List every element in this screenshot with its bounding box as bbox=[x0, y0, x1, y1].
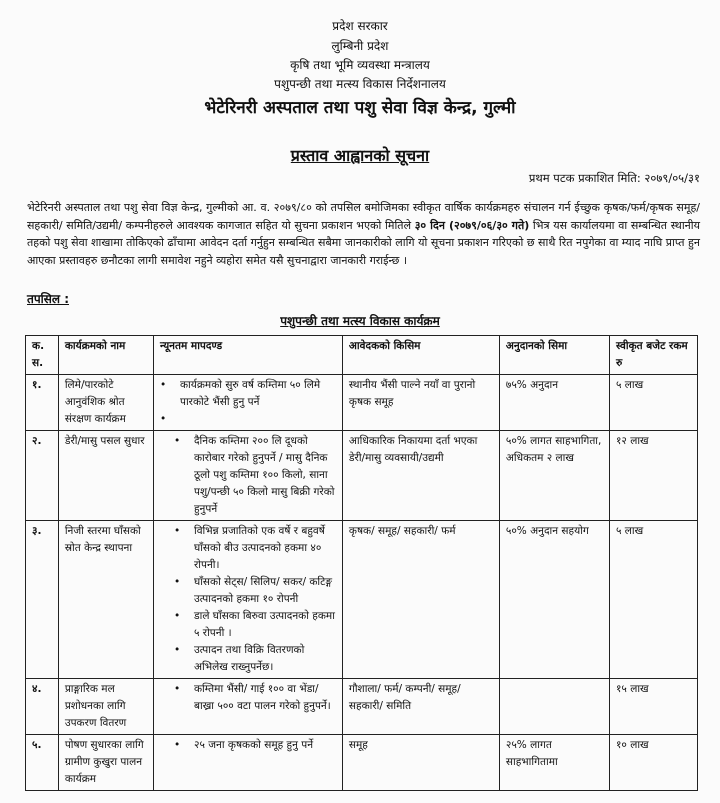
table-row bbox=[26, 521, 698, 679]
criteria-item: • उत्पादन तथा विक्रि वितरणको अभिलेख राख्नुपर्नेछ। bbox=[180, 642, 336, 676]
cell-applicant-type: आधिकारिक निकायमा दर्ता भएका डेरी/मासु व्यवसायी/उद्यमी bbox=[342, 431, 499, 521]
col-header-criteria: न्यूनतम मापदण्ड bbox=[153, 336, 342, 375]
cell-grant-limit: ५०% लागत साहभागिता, अधिकतम २ लाख bbox=[499, 431, 609, 521]
cell-program-name: प्राङ्गारिक मल प्रशोधनका लागि उपकरण वितरण bbox=[58, 679, 153, 735]
cell-grant-limit: ७५% अनुदान bbox=[499, 375, 609, 431]
cell-budget: १५ लाख bbox=[609, 679, 697, 735]
table-row bbox=[26, 679, 698, 735]
criteria-item: • कार्यक्रमको सुरु वर्ष कम्तिमा ५० लिमे पारकोटे भैंसी हुनु पर्ने bbox=[166, 377, 336, 411]
criteria-item: • कम्तिमा भैंसी/ गाई १०० वा भेंडा/ बाख्रा ५०० वटा पालन गरेको हुनुपर्ने। bbox=[180, 681, 336, 715]
notice-body-text-1: भेटेरिनरी अस्पताल तथा पशु सेवा विज्ञ केन्द्र, गुल्मीको आ. व. २०७९/८० को तपसिल बमोजिमका स्वीकृत वार्षिक कार्यक्रमहरु संचालन गर्न ईच्छुक कृषक/फर्म/कृषक समूह/ सहकारी/ समिति/उद्यमी/ कम्पनीहरुले आवश्यक कागजात सहित यो सुचना प्रकाशन भएको मितिले bbox=[27, 201, 700, 232]
header-ministry: कृषि तथा भूमि व्यवस्था मन्त्रालय bbox=[290, 58, 430, 72]
cell-budget: ५ लाख bbox=[609, 521, 697, 679]
cell-criteria bbox=[153, 521, 342, 679]
criteria-item: • २५ जना कृषकको समूह हुनु पर्ने bbox=[180, 737, 336, 754]
col-header-program-name: कार्यक्रमको नाम bbox=[58, 336, 153, 375]
notice-deadline: ३० दिन (२०७९/०६/३० गते) bbox=[414, 218, 530, 232]
cell-program-name: लिमे/पारकोटे आनुवंशिक श्रोत संरक्षण कार्यक्रम bbox=[58, 375, 153, 431]
section-title: पशुपन्छी तथा मत्स्य विकास कार्यक्रम bbox=[280, 314, 440, 328]
cell-criteria bbox=[153, 735, 342, 791]
table-row bbox=[26, 431, 698, 521]
cell-grant-limit: ५०% अनुदान सहयोग bbox=[499, 521, 609, 679]
notice-body-text-2: भित्र यस कार्यालयमा वा सम्बन्धित स्थानीय तहको पशु सेवा शाखामा तोकिएको ढाँचामा आवेदन दर्ता गर्नुहुन सम्बन्धित सबैमा जानकारीको लागि यो सूचना प्रकाशन गरिएको छ साथै रित नपुगेका वा म्याद नाघि प्राप्त हुन आएका प्रस्तावहरु छनौटका लागी समावेश नहुने व्यहोरा समेत यसै सुचनाद्वारा जानकारी गराईन्छ । bbox=[27, 218, 701, 267]
cell-budget: ५ लाख bbox=[609, 375, 697, 431]
criteria-item: • दैनिक कम्तिमा २०० लि दूधको कारोबार गरेको हुनुपर्ने / मासु दैनिक ठूलो पशु कम्तिमा १०० किलो, साना पशु/पन्छी ५० किलो मासु बिक्री गरेको हुनुपर्ने bbox=[180, 433, 336, 518]
cell-criteria bbox=[153, 375, 342, 431]
cell-criteria bbox=[153, 679, 342, 735]
cell-grant-limit bbox=[499, 679, 609, 735]
table-row bbox=[26, 735, 698, 791]
cell-applicant-type: कृषक/ समूह/ सहकारी/ फर्म bbox=[342, 521, 499, 679]
details-label: तपसिल : bbox=[27, 292, 69, 306]
col-header-sn: क. स. bbox=[26, 336, 59, 375]
col-header-applicant-type: आवेदकको किसिम bbox=[342, 336, 499, 375]
cell-sn: ३. bbox=[26, 521, 59, 679]
published-date: प्रथम पटक प्रकाशित मिति: २०७९/०५/३१ bbox=[528, 171, 700, 185]
cell-grant-limit: २५% लागत साहभागितामा bbox=[499, 735, 609, 791]
criteria-item: • विभिन्न प्रजातिको एक वर्षे र बहुवर्षे घाँसको बीउ उत्पादनको हकमा ४० रोपनी। bbox=[180, 523, 336, 574]
cell-program-name: निजी स्तरमा घाँसको स्रोत केन्द्र स्थापना bbox=[58, 521, 153, 679]
header-province: लुम्बिनी प्रदेश bbox=[331, 39, 389, 53]
cell-applicant-type: स्थानीय भैंसी पाल्ने नयाँ वा पुरानो कृषक समूह bbox=[342, 375, 499, 431]
cell-budget: १० लाख bbox=[609, 735, 697, 791]
header-government: प्रदेश सरकार bbox=[332, 19, 388, 33]
cell-budget: १२ लाख bbox=[609, 431, 697, 521]
cell-applicant-type: समूह bbox=[342, 735, 499, 791]
table-row bbox=[26, 375, 698, 431]
header-directorate: पशुपन्छी तथा मत्स्य विकास निर्देशनालय bbox=[274, 77, 446, 91]
criteria-item: • घाँसको सेट्स/ सिलिप/ सकर/ कटिङ्ग उत्पादनको हकमा १० रोपनी bbox=[180, 574, 336, 608]
table-header-row bbox=[26, 336, 698, 375]
notice-title: प्रस्ताव आह्वानको सूचना bbox=[290, 146, 430, 165]
col-header-budget: स्वीकृत बजेट रकम रु bbox=[609, 336, 697, 375]
cell-sn: ४. bbox=[26, 679, 59, 735]
notice-body bbox=[27, 199, 700, 269]
cell-program-name: पोषण सुधारका लागि ग्रामीण कुखुरा पालन कार्यक्रम bbox=[58, 735, 153, 791]
header-office: भेटेरिनरी अस्पताल तथा पशु सेवा विज्ञ केन्द्र, गुल्मी bbox=[204, 98, 516, 118]
cell-sn: २. bbox=[26, 431, 59, 521]
cell-sn: ५. bbox=[26, 735, 59, 791]
criteria-item: • डाले घाँसका बिरुवा उत्पादनको हकमा ५ रोपनी । bbox=[180, 608, 336, 642]
cell-criteria bbox=[153, 431, 342, 521]
cell-sn: १. bbox=[26, 375, 59, 431]
col-header-grant-limit: अनुदानको सिमा bbox=[499, 336, 609, 375]
cell-program-name: डेरी/मासु पसल सुधार bbox=[58, 431, 153, 521]
cell-applicant-type: गौशाला/ फर्म/ कम्पनी/ समूह/ सहकारी/ समिति bbox=[342, 679, 499, 735]
program-table bbox=[25, 335, 698, 791]
